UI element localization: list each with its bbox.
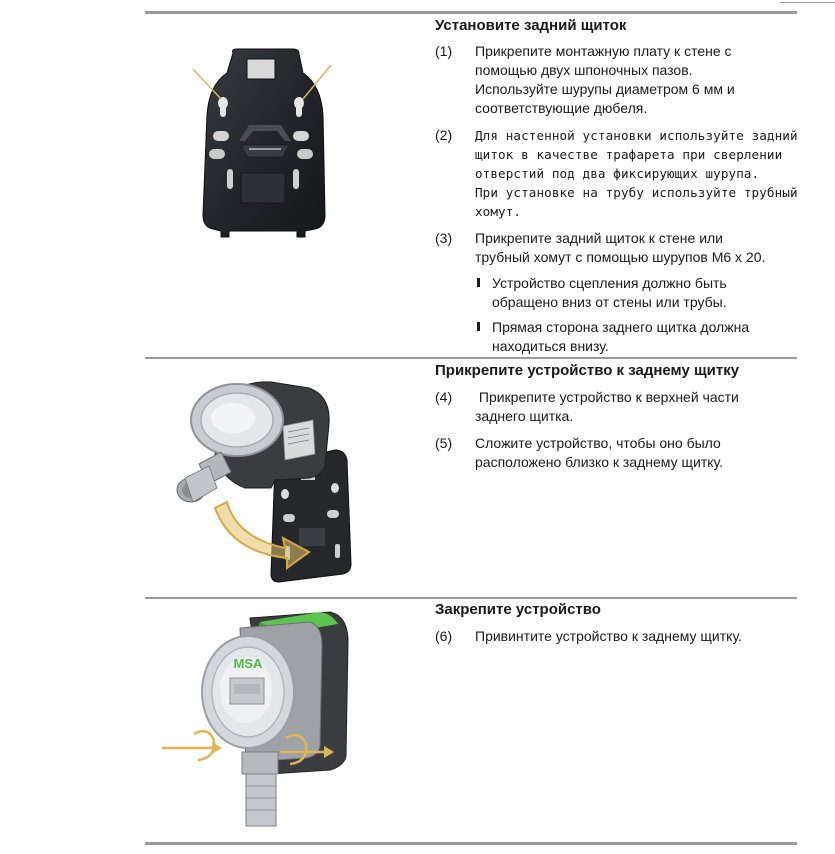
bullet-mark — [477, 278, 480, 287]
bullet-line: Устройство сцепления должно быть — [492, 275, 727, 291]
bullet-item-1 — [477, 274, 797, 312]
backplate-illustration — [185, 45, 345, 245]
step-line: трубный хомут с помощью шурупов M6 x 20. — [475, 249, 766, 265]
step-line: Прикрепите устройство к верхней части — [475, 389, 739, 405]
step-number: (1) — [435, 43, 453, 59]
step-line: щиток в качестве трафарета при сверлении — [475, 147, 783, 162]
step-line: Сложите устройство, чтобы оно было — [475, 435, 721, 451]
bullet-item-2 — [477, 318, 797, 356]
section-divider-bottom — [145, 842, 797, 845]
step-line: Привинтите устройство к заднему щитку. — [475, 628, 742, 644]
step-line: помощью двух шпоночных пазов. — [475, 62, 693, 78]
step-line: хомут. — [475, 204, 522, 219]
section-divider-2 — [145, 597, 797, 599]
step-line: заднего щитка. — [475, 408, 574, 424]
step-line: соответствующие дюбеля. — [475, 100, 648, 116]
step-number: (6) — [435, 628, 453, 644]
bullet-line: Прямая сторона заднего щитка должна — [492, 319, 750, 335]
step-number: (5) — [435, 435, 453, 451]
step-line: При установке на трубу используйте трубный — [475, 185, 798, 200]
bullet-mark — [477, 322, 480, 331]
step-line: Используйте шурупы диаметром 6 мм и — [475, 81, 735, 97]
step-line: отверстий под два фиксирующих шурупа. — [475, 166, 760, 181]
section-title-secure-device: Закрепите устройство — [435, 601, 601, 618]
attach-device-illustration — [175, 368, 365, 586]
header-edge-line — [780, 0, 835, 3]
step-1 — [435, 42, 795, 118]
step-6 — [435, 627, 795, 646]
section-divider-top — [145, 11, 797, 14]
step-number: (3) — [435, 230, 453, 246]
step-5 — [435, 434, 795, 472]
step-3 — [435, 229, 795, 267]
device-logo: MSA — [233, 656, 263, 671]
section-divider-1 — [145, 357, 797, 359]
step-line: Для настенной установки используйте задний — [475, 128, 798, 143]
secure-device-illustration — [160, 606, 360, 832]
step-line: расположено близко к заднему щитку. — [475, 454, 724, 470]
step-number: (4) — [435, 389, 453, 405]
step-line: Прикрепите монтажную плату к стене с — [475, 43, 732, 59]
step-2 — [435, 126, 798, 221]
section-title-attach-device: Прикрепите устройство к заднему щитку — [435, 362, 740, 379]
step-4 — [435, 388, 795, 426]
bullet-line: находиться внизу. — [492, 338, 609, 354]
bullet-line: обращено вниз от стены или трубы. — [492, 294, 727, 310]
section-title-install-backplate: Установите задний щиток — [435, 17, 627, 34]
step-line: Прикрепите задний щиток к стене или — [475, 230, 724, 246]
step-number: (2) — [435, 127, 453, 143]
